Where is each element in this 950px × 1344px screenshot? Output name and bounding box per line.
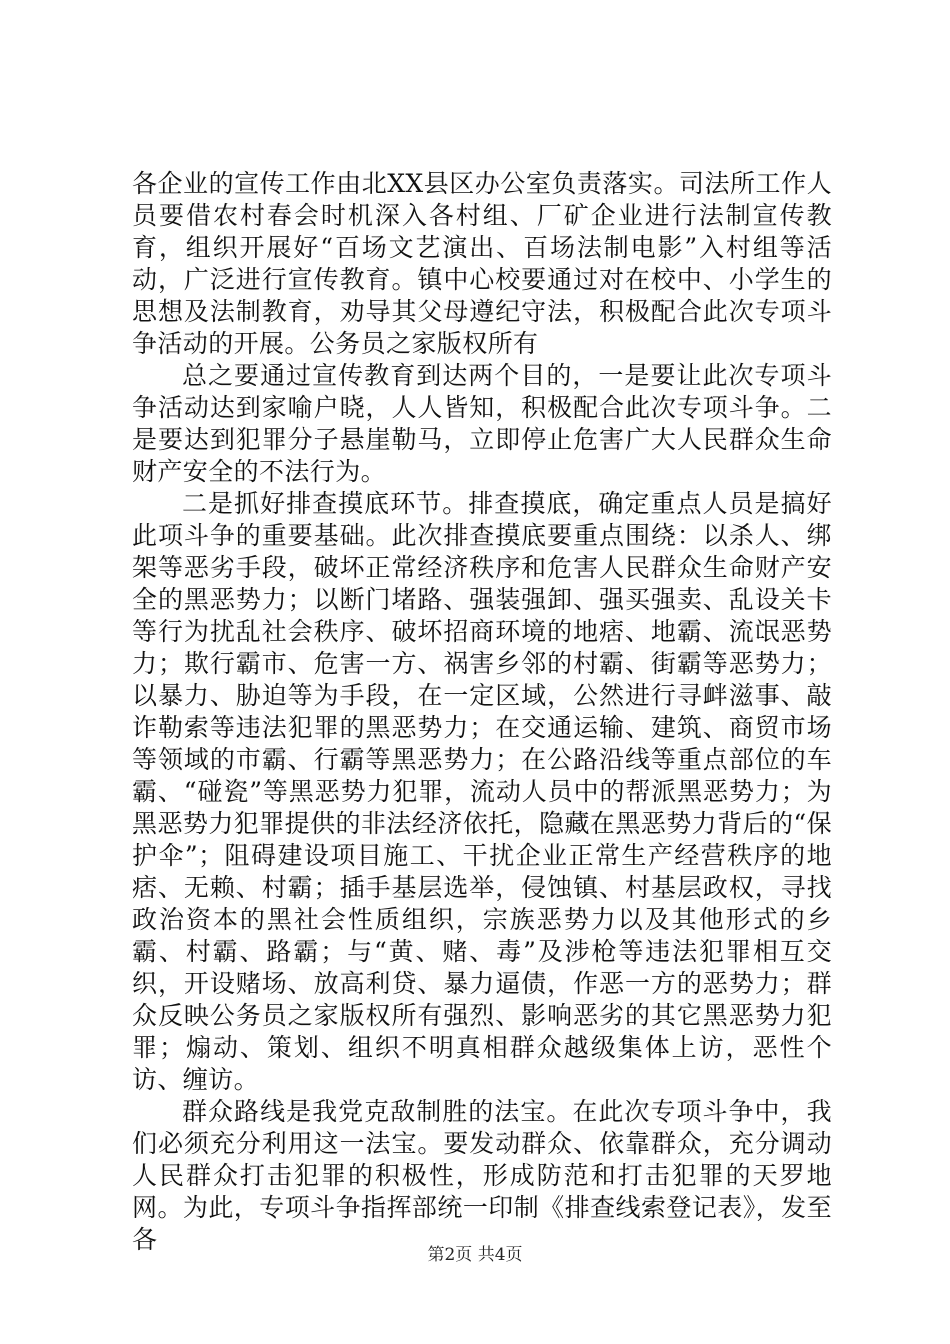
paragraph-1: 各企业的宣传工作由北XX县区办公室负责落实。司法所工作人员要借农村春会时机深入各村组、厂矿企业进行法制宣传教育，组织开展好“百场文艺演出、百场法制电影”入村组等活动，广泛进行宣传教育。镇中心校要通过对在校中、小学生的思想及法制教育，劝导其父母遵纪守法，积极配合此次专项斗争活动的开展。公务员之家版权所有 <box>132 169 832 358</box>
paragraph-2: 总之要通过宣传教育到达两个目的，一是要让此次专项斗争活动达到家喻户晓，人人皆知，积极配合此次专项斗争。二是要达到犯罪分子悬崖勒马，立即停止危害广大人民群众生命财产安全的不法行为。 <box>132 361 832 486</box>
page-number-footer: 第2页 共4页 <box>427 1245 523 1265</box>
document-body <box>132 168 832 1256</box>
paragraph-4: 群众路线是我党克敌制胜的法宝。在此次专项斗争中，我们必须充分利用这一法宝。要发动群众、依靠群众，充分调动人民群众打击犯罪的积极性，形成防范和打击犯罪的天罗地网。为此，专项斗争指挥部统一印制《排查线索登记表》，发至各 <box>132 1097 832 1254</box>
paragraph-3: 二是抓好排查摸底环节。排查摸底，确定重点人员是搞好此项斗争的重要基础。此次排查摸底要重点围绕：以杀人、绑架等恶劣手段，破坏正常经济秩序和危害人民群众生命财产安全的黑恶势力；以断门堵路、强装强卸、强买强卖、乱设关卡等行为扰乱社会秩序、破坏招商环境的地痞、地霸、流氓恶势力；欺行霸市、危害一方、祸害乡邻的村霸、街霸等恶势力；以暴力、胁迫等为手段，在一定区域，公然进行寻衅滋事、敲诈勒索等违法犯罪的黑恶势力；在交通运输、建筑、商贸市场等领域的市霸、行霸等黑恶势力；在公路沿线等重点部位的车霸、“碰瓷”等黑恶势力犯罪，流动人员中的帮派黑恶势力；为黑恶势力犯罪提供的非法经济依托，隐藏在黑恶势力背后的“保护伞”；阻碍建设项目施工、干扰企业正常生产经营秩序的地痞、无赖、村霸；插手基层选举，侵蚀镇、村基层政权，寻找政治资本的黑社会性质组织，宗族恶势力以及其他形式的乡霸、村霸、路霸；与“黄、赌、毒”及涉枪等违法犯罪相互交织，开设赌场、放高利贷、暴力逼债，作恶一方的恶势力；群众反映公务员之家版权所有强烈、影响恶劣的其它黑恶势力犯罪；煽动、策划、组织不明真相群众越级集体上访，恶性个访、缠访。 <box>132 489 832 1094</box>
